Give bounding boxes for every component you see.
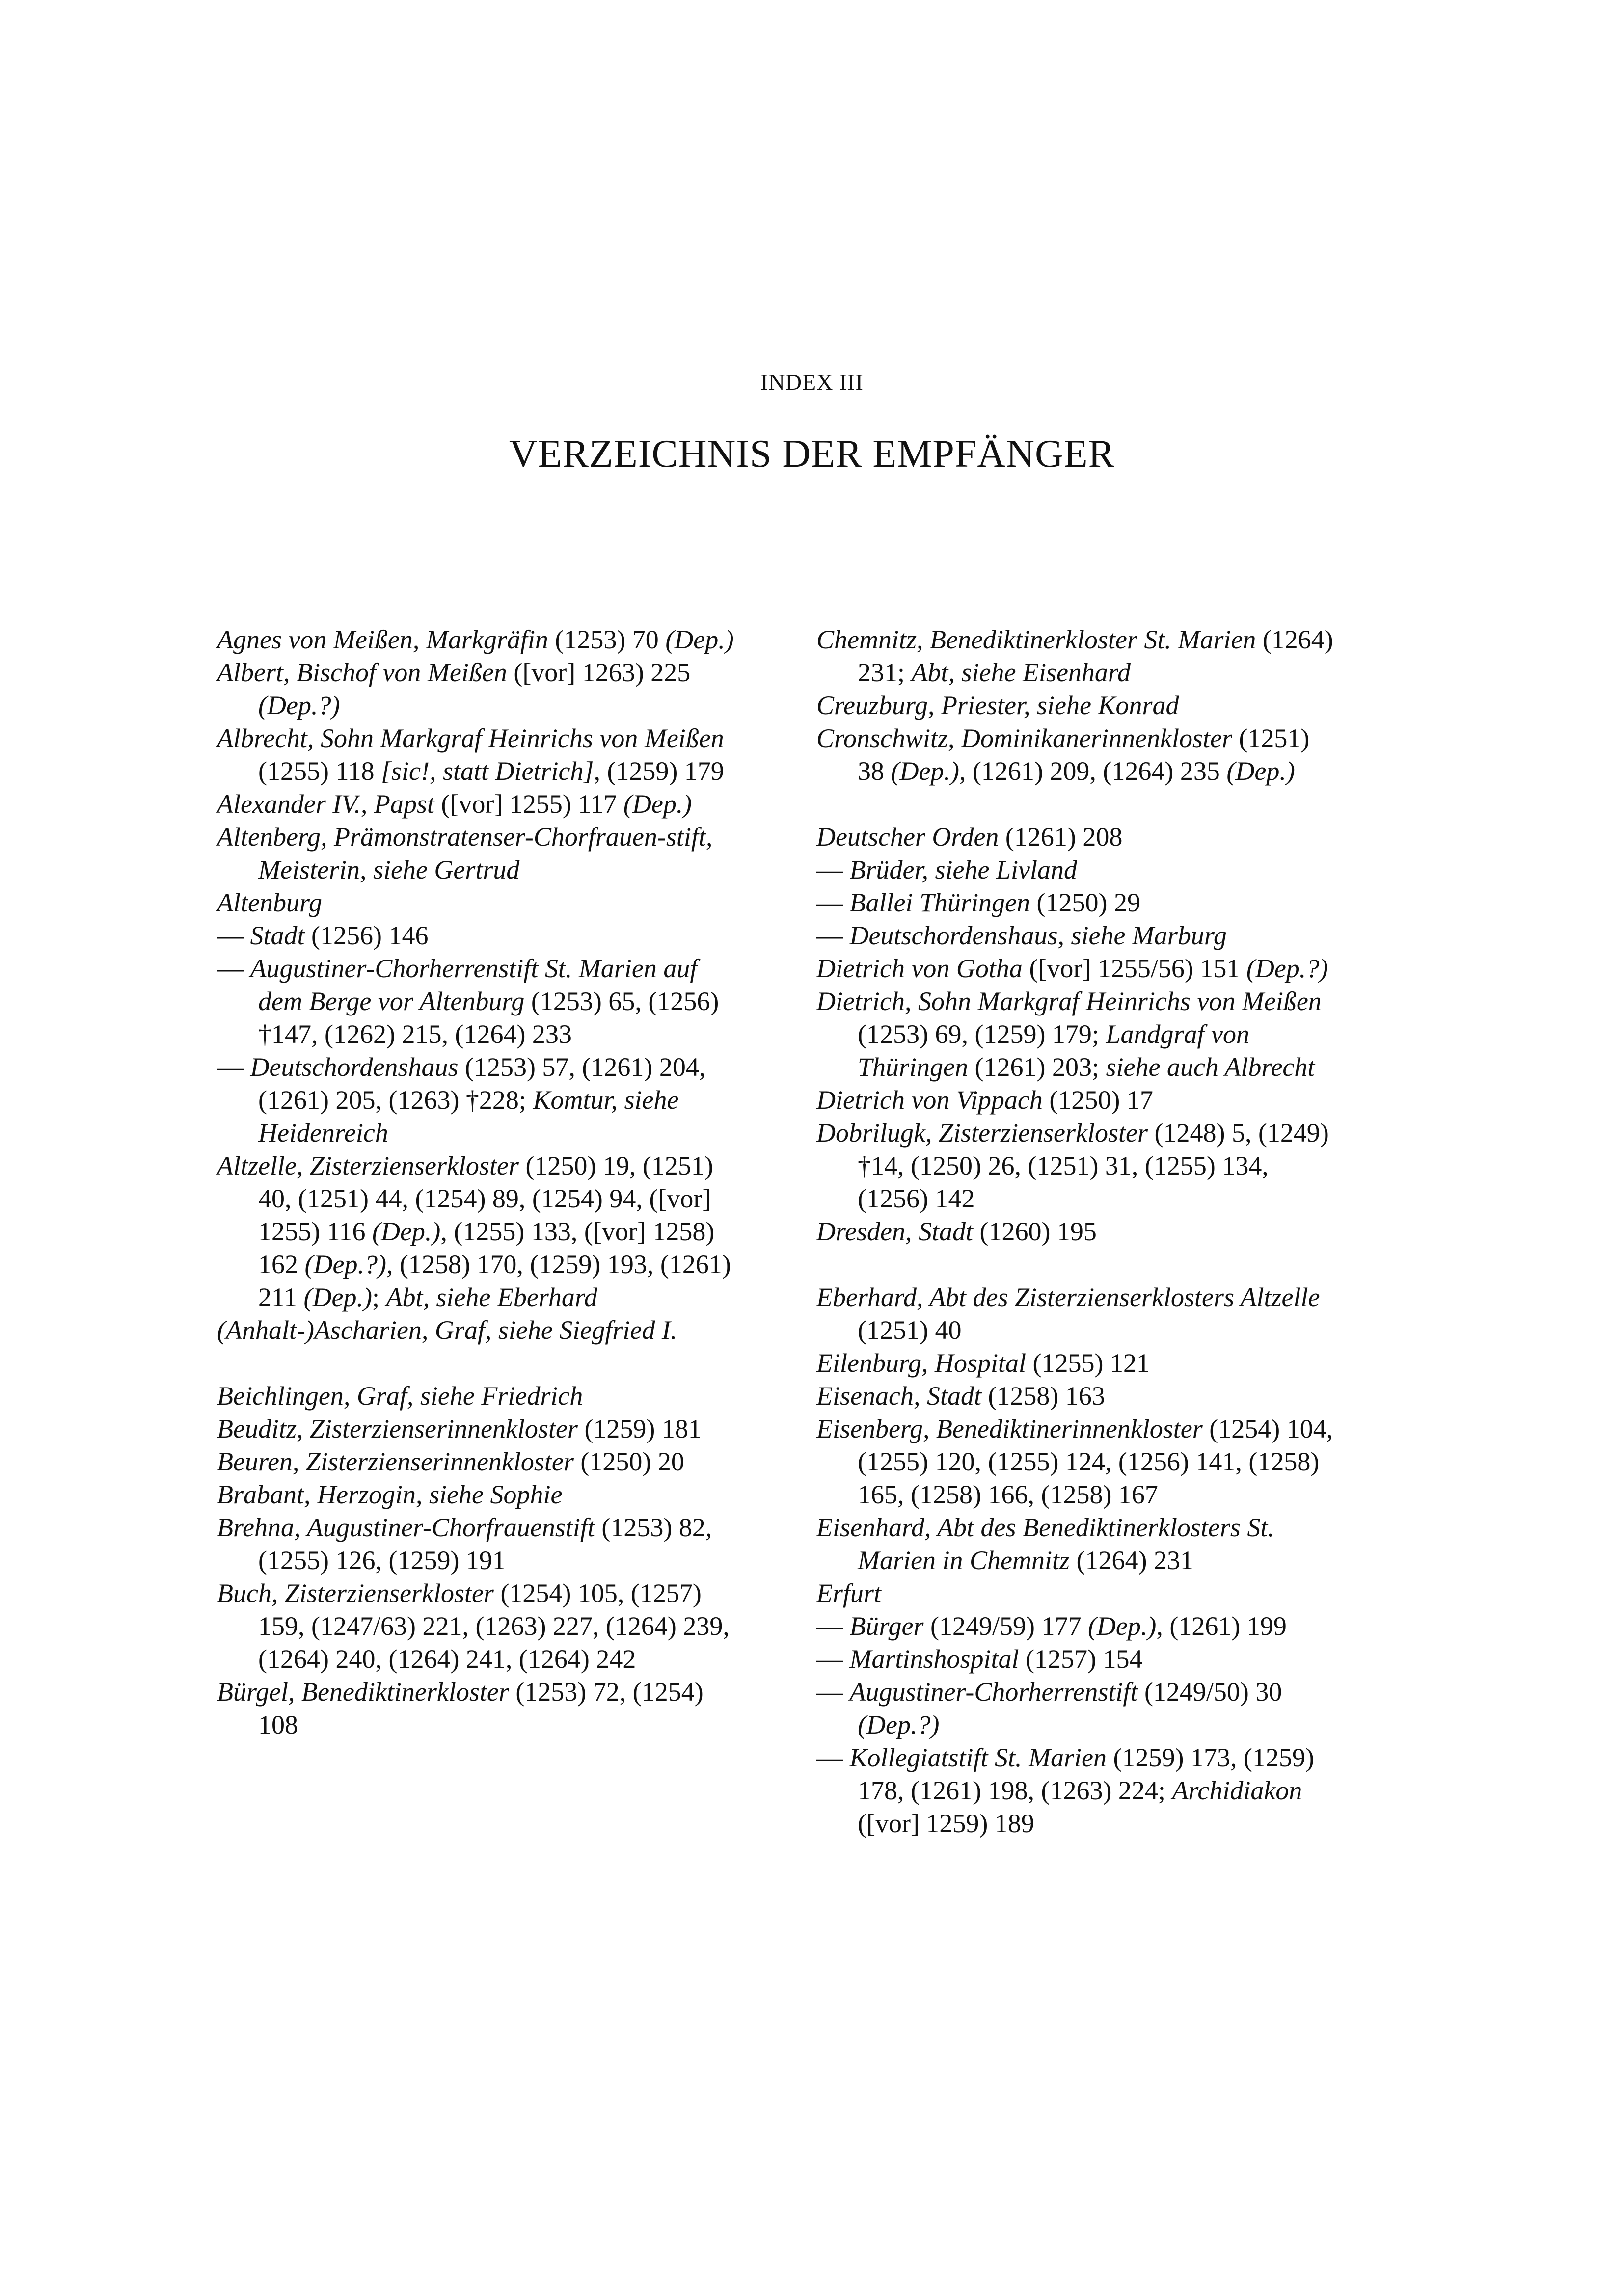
index-entry [217,1149,737,1314]
entry-text: (1250) 19, (1251) 40, (1251) 44, (1254) 89, (1254) 94, ([vor] 1255) 116 [258,1151,713,1246]
entry-italic-text: Augustiner-Chorherrenstift [849,1677,1138,1707]
entry-text: (1264) 231; [858,625,1333,687]
index-entry [816,1281,1337,1347]
entry-italic-text: Beuren, Zisterzienserinnenkloster [217,1447,574,1476]
entry-italic-text: Cronschwitz, Dominikanerinnenkloster [816,723,1232,753]
entry-italic-text: Kollegiatstift St. Marien [849,1743,1107,1772]
entry-text: (1253) 65, (1256) †147, (1262) 215, (1264) 233 [258,987,719,1049]
index-entry [816,1380,1337,1413]
index-entry [816,1741,1337,1840]
entry-italic-text: Eberhard, Abt des Zisterzienserklosters Altzelle [816,1282,1320,1312]
entry-text: (1258) 163 [981,1381,1105,1411]
entry-italic-text: (Dep.) [1087,1611,1157,1641]
entry-text: (1248) 5, (1249) †14, (1250) 26, (1251) 31, (1255) 134, (1256) 142 [858,1118,1329,1213]
index-entry [816,886,1337,919]
entry-text: (1253) 72, (1254) 108 [258,1677,704,1739]
entry-italic-text: Komtur, siehe Heidenreich [258,1085,679,1148]
entry-text: (1264) 231 [1069,1546,1193,1575]
entry-text: (1251) 40 [858,1315,962,1345]
entry-italic-text: Abt, siehe Eberhard [386,1282,597,1312]
entry-text: — [816,888,850,917]
index-entry [217,1314,737,1347]
entry-italic-text: Brüder, siehe Livland [849,855,1077,884]
entry-text: (1251) 38 [858,723,1310,786]
index-entry [217,788,737,821]
entry-italic-text: (Dep.?) [258,691,340,720]
entry-text: — [816,855,850,884]
entry-italic-text: Deutscher Orden [816,822,999,852]
index-entry [217,821,737,886]
entry-italic-text: Archidiakon [1172,1776,1302,1805]
entry-italic-text: Erfurt [816,1578,882,1608]
entry-text: ([vor] 1255) 117 [434,789,623,819]
entry-text: — [217,954,250,983]
index-entry [816,1643,1337,1676]
index-entry [217,1413,737,1445]
index-entry [816,1117,1337,1215]
entry-text: , (1261) 209, (1264) 235 [959,756,1227,786]
entry-italic-text: Beuditz, Zisterzienserinnenkloster [217,1414,578,1443]
index-entry [217,1380,737,1413]
entry-text: (1261) 208 [999,822,1123,852]
index-entry [217,1445,737,1478]
entry-text: — [217,921,250,950]
index-entry [217,1051,737,1149]
entry-text: (1249/59) 177 [923,1611,1088,1641]
entry-text: , (1258) 170, (1259) 193, (1261) 211 [258,1250,731,1312]
entry-italic-text: (Dep.?) [304,1250,386,1279]
index-entry [217,1478,737,1511]
entry-italic-text: Ballei Thüringen [849,888,1030,917]
entry-italic-text: Eilenburg, Hospital [816,1348,1026,1378]
entry-text: (1256) 146 [304,921,429,950]
entry-text: (1249/50) 30 [1137,1677,1282,1707]
index-entry [816,919,1337,952]
entry-italic-text: Martinshospital [849,1644,1019,1674]
entry-italic-text: Bürgel, Benediktinerkloster [217,1677,509,1707]
index-entry [816,854,1337,886]
entry-italic-text: Bürger [849,1611,924,1641]
entry-italic-text: Eisenach, Stadt [816,1381,981,1411]
entry-italic-text: Altenburg [217,888,322,917]
entry-italic-text: Altenberg, Prämonstratenser-Chorfrauen-stift, Meisterin, siehe Gertrud [217,822,713,884]
page-title: VERZEICHNIS DER EMPFÄNGER [509,432,1115,476]
entry-text: (1253) 82, (1255) 126, (1259) 191 [258,1513,712,1575]
entry-italic-text: Dresden, Stadt [816,1217,973,1246]
entry-text: (1260) 195 [973,1217,1097,1246]
index-entry [816,722,1337,788]
entry-italic-text: Creuzburg, Priester, siehe Konrad [816,691,1179,720]
index-entry [816,689,1337,722]
entry-italic-text: (Dep.) [623,789,692,819]
entry-text: (1261) 203; [968,1052,1106,1082]
index-column-left [217,623,737,1741]
entry-text: (1255) 118 [258,756,381,786]
index-entry [217,623,737,656]
entry-text: (1254) 105, (1257) 159, (1247/63) 221, (1263) 227, (1264) 239, (1264) 240, (1264) 241, (1264) 242 [258,1578,730,1674]
entry-italic-text: (Dep.) [665,625,734,654]
entry-italic-text: (Dep.) [372,1217,441,1246]
index-label: INDEX III [760,370,864,395]
entry-text: , (1261) 199 [1156,1611,1287,1641]
index-entry [217,1577,737,1676]
index-entry [217,952,737,1051]
index-entry [816,1577,1337,1610]
entry-italic-text: Dietrich, Sohn Markgraf Heinrichs von Meißen [816,987,1322,1016]
index-entry [217,886,737,919]
entry-text: — [816,1611,850,1641]
entry-italic-text: Dobrilugk, Zisterzienserkloster [816,1118,1148,1148]
entry-italic-text: siehe auch Albrecht [1106,1052,1315,1082]
entry-text: (1250) 17 [1042,1085,1153,1115]
entry-text: (1257) 154 [1019,1644,1143,1674]
entry-italic-text: [sic!, statt Dietrich] [380,756,594,786]
entry-italic-text: Eisenberg, Benediktinerinnenkloster [816,1414,1203,1443]
entry-text: — [816,1743,850,1772]
entry-italic-text: Agnes von Meißen, Markgräfin [217,625,548,654]
entry-italic-text: Chemnitz, Benediktinerkloster St. Marien [816,625,1256,654]
entry-italic-text: Deutschordenshaus, siehe Marburg [849,921,1227,950]
entry-italic-text: (Dep.) [1226,756,1295,786]
entry-text: (1253) 70 [548,625,666,654]
index-entry [816,1347,1337,1380]
entry-italic-text: (Dep.?) [858,1710,940,1739]
entry-text: (1250) 20 [573,1447,684,1476]
entry-italic-text: (Dep.?) [1246,954,1328,983]
index-entry [217,1676,737,1741]
index-entry [816,1610,1337,1643]
entry-italic-text: Stadt [250,921,305,950]
index-entry [816,1413,1337,1511]
entry-italic-text: Brabant, Herzogin, siehe Sophie [217,1480,563,1509]
entry-text: (1253) 69, (1259) 179; [858,1019,1106,1049]
entry-text: — [816,1677,850,1707]
index-entry [816,623,1337,689]
entry-italic-text: Dietrich von Gotha [816,954,1023,983]
entry-text: ([vor] 1263) 225 [507,658,691,687]
entry-text: (1259) 173, (1259) 178, (1261) 198, (1263) 224; [858,1743,1314,1805]
entry-italic-text: Deutschordenshaus [250,1052,459,1082]
entry-text: (1253) 57, (1261) 204, (1261) 205, (1263) †228; [258,1052,706,1115]
entry-text: — [816,921,850,950]
index-entry [816,1084,1337,1117]
entry-text: (1250) 29 [1029,888,1140,917]
entry-text: (1259) 181 [577,1414,702,1443]
entry-text: ([vor] 1259) 189 [858,1809,1034,1838]
entry-italic-text: (Anhalt-)Ascharien, Graf, siehe Siegfried I. [217,1315,677,1345]
entry-italic-text: Albrecht, Sohn Markgraf Heinrichs von Meißen [217,723,724,753]
entry-text: ([vor] 1255/56) 151 [1022,954,1246,983]
index-column-right [816,623,1337,1840]
entry-text: — [217,1052,250,1082]
entry-text: (1254) 104, (1255) 120, (1255) 124, (1256) 141, (1258) 165, (1258) 166, (1258) 167 [858,1414,1333,1509]
entry-italic-text: Buch, Zisterzienserkloster [217,1578,494,1608]
entry-italic-text: Dietrich von Vippach [816,1085,1043,1115]
index-entry [217,656,737,722]
index-entry [816,985,1337,1084]
entry-italic-text: (Dep.) [891,756,959,786]
entry-italic-text: Abt, siehe Eisenhard [911,658,1131,687]
entry-italic-text: (Dep.) [303,1282,372,1312]
index-entry [816,1676,1337,1741]
index-entry [217,1511,737,1577]
entry-italic-text: Brehna, Augustiner-Chorfrauenstift [217,1513,595,1542]
index-entry [816,1215,1337,1248]
entry-italic-text: Landgraf von Thüringen [858,1019,1249,1082]
entry-text: , (1259) 179 [594,756,724,786]
index-entry [816,952,1337,985]
index-entry [816,1511,1337,1577]
index-entry [816,821,1337,854]
entry-text: — [816,1644,850,1674]
entry-italic-text: Augustiner-Chorherrenstift St. Marien auf dem Berge vor Altenburg [250,954,698,1016]
entry-text: , (1255) 133, ([vor] 1258) 162 [258,1217,715,1279]
entry-italic-text: Eisenhard, Abt des Benediktinerklosters St. Marien in Chemnitz [816,1513,1274,1575]
entry-italic-text: Altzelle, Zisterzienserkloster [217,1151,519,1180]
entry-text: ; [372,1282,386,1312]
entry-italic-text: Alexander IV., Papst [217,789,434,819]
index-entry [217,919,737,952]
index-entry [217,722,737,788]
entry-italic-text: Albert, Bischof von Meißen [217,658,507,687]
entry-text: (1255) 121 [1026,1348,1150,1378]
entry-italic-text: Beichlingen, Graf, siehe Friedrich [217,1381,583,1411]
